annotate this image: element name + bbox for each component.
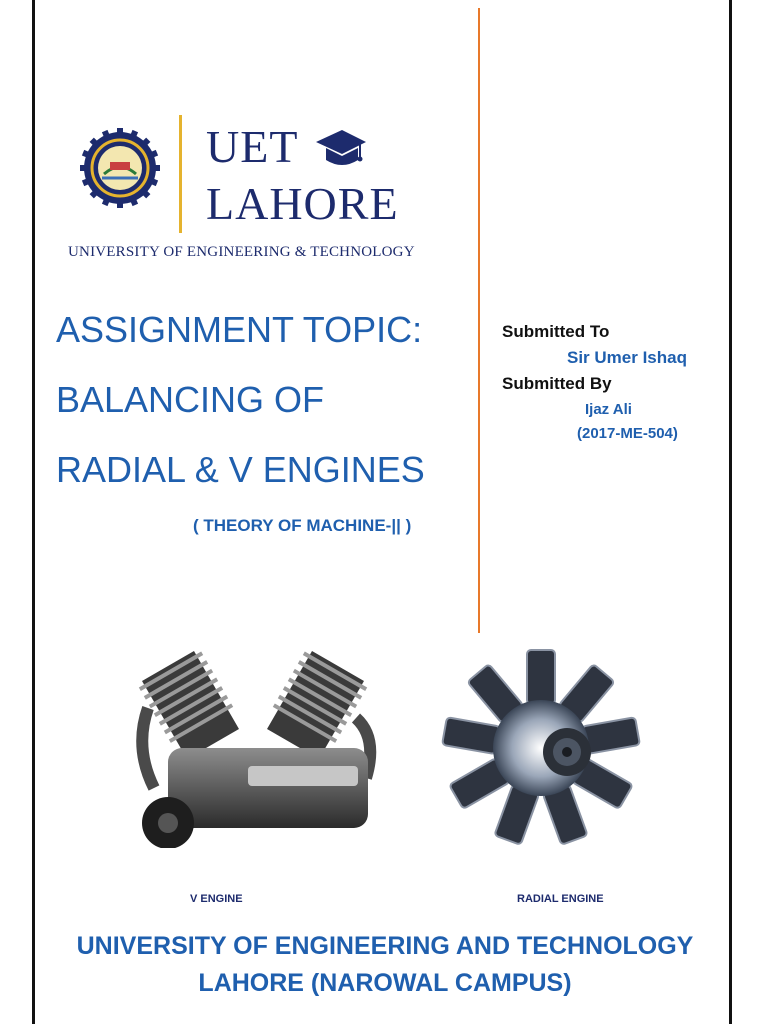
logo-separator [179,115,182,233]
university-seal-icon [80,128,160,208]
footer-line-2: LAHORE (NAROWAL CAMPUS) [198,969,572,997]
submitted-by-label: Submitted By [502,374,612,393]
logo-uet-text: UET [206,121,299,172]
submitted-by-name: Ijaz Ali [585,401,632,418]
title-line-2: BALANCING OF [56,379,325,420]
submitted-to-name: Sir Umer Ishaq [567,348,687,367]
vertical-divider [478,8,480,633]
footer-line-1: UNIVERSITY OF ENGINEERING AND TECHNOLOGY [76,932,694,960]
title-line-1: ASSIGNMENT TOPIC: [56,309,423,350]
radial-engine-image [434,640,648,856]
v-engine-caption: V ENGINE [190,893,243,905]
logo-university-line: UNIVERSITY OF ENGINEERING & TECHNOLOGY [68,244,415,260]
subtitle: ( THEORY OF MACHINE-|| ) [193,516,412,535]
logo-lahore-text: LAHORE [206,178,399,229]
submitted-by-registration: (2017-ME-504) [577,425,678,442]
radial-engine-caption: RADIAL ENGINE [517,893,604,905]
submitted-to-label: Submitted To [502,322,610,341]
graduation-cap-icon [312,126,368,172]
title-line-3: RADIAL & V ENGINES [56,449,425,490]
v-engine-image [128,648,390,848]
